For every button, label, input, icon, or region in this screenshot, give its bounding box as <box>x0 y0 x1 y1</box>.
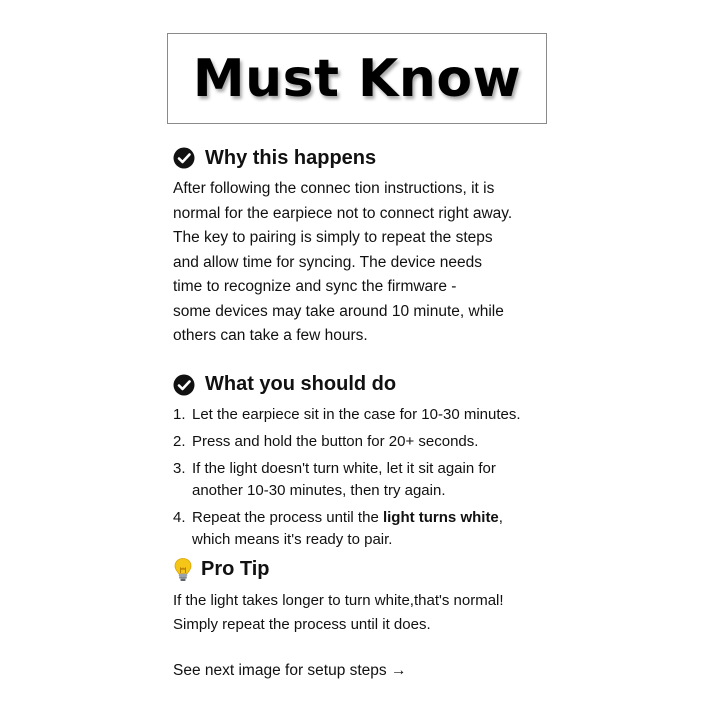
section-tip-body <box>173 589 573 637</box>
lightbulb-icon <box>173 557 193 583</box>
section-why-heading <box>173 145 573 171</box>
why-line: After following the connec tion instructions, it is <box>173 180 495 197</box>
step-item <box>173 507 573 551</box>
section-do-title: What you should do <box>205 373 397 395</box>
step-text <box>192 507 552 551</box>
step-text <box>192 458 552 502</box>
why-line: and allow time for syncing. The device needs <box>173 253 483 271</box>
step-line <box>192 507 552 529</box>
section-tip-title: Pro Tip <box>201 558 270 580</box>
check-circle-icon <box>173 147 195 169</box>
why-line: normal for the earpiece not to connect right away. <box>173 204 513 222</box>
check-circle-icon <box>173 374 195 396</box>
section-why-title: Why this happens <box>205 146 377 169</box>
step-line-post: , <box>498 508 503 526</box>
step-line-pre: Repeat the process until the <box>192 508 383 526</box>
step-line: another 10-30 minutes, then try again. <box>192 481 446 499</box>
page-title: Must Know <box>192 48 522 109</box>
step-line: Let the earpiece sit in the case for 10-30 minutes. <box>192 405 521 423</box>
footer-next-link: See next image for setup steps → <box>173 662 407 679</box>
step-item <box>173 404 573 426</box>
step-text <box>192 431 552 453</box>
step-number: 2. <box>173 432 186 450</box>
content <box>173 145 573 637</box>
section-why-body <box>173 177 573 349</box>
steps-list <box>173 404 573 551</box>
step-item <box>173 458 573 502</box>
step-number: 3. <box>173 459 186 477</box>
step-line: If the light doesn't turn white, let it sit again for <box>192 459 496 477</box>
why-line: time to recognize and sync the firmware - <box>173 278 457 295</box>
why-line: others can take a few hours. <box>173 327 368 344</box>
step-number: 4. <box>173 508 186 526</box>
why-line: some devices may take around 10 minute, while <box>173 302 504 320</box>
step-text <box>192 404 552 426</box>
why-line: The key to pairing is simply to repeat the steps <box>173 229 493 246</box>
step-item <box>173 431 573 453</box>
section-tip-heading <box>173 557 573 583</box>
tip-line: Simply repeat the process until it does. <box>173 615 431 633</box>
step-line-bold: light turns white <box>382 508 499 526</box>
step-line: which means it's ready to pair. <box>192 530 393 548</box>
section-do-heading <box>173 372 573 398</box>
tip-line: If the light takes longer to turn white,that's normal! <box>173 591 504 609</box>
title-box <box>167 33 547 124</box>
step-line: Press and hold the button for 20+ seconds. <box>192 432 479 450</box>
step-number: 1. <box>173 405 186 423</box>
